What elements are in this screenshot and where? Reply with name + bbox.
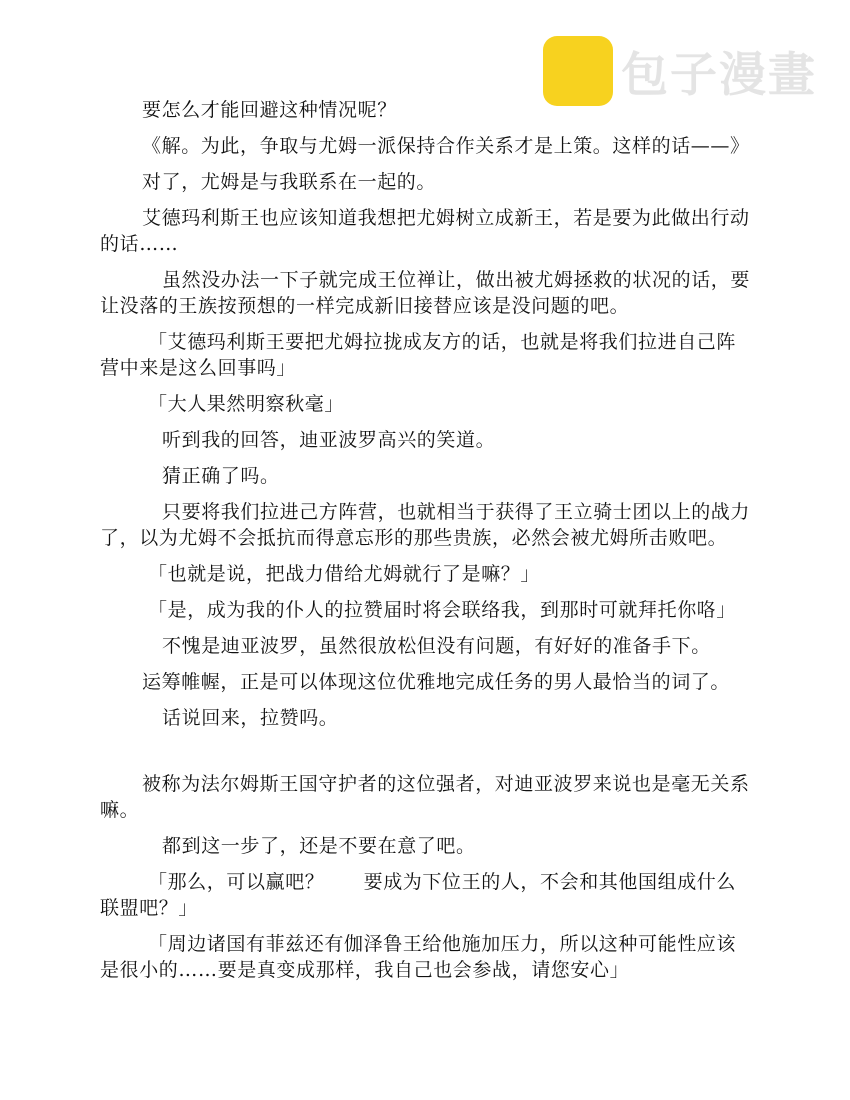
paragraph: 对了，尤姆是与我联系在一起的。 [142,171,437,193]
paragraph: 「大人果然明察秋毫」 [148,393,345,415]
paragraph-gap [100,741,750,771]
paragraph: 被称为法尔姆斯王国守护者的这位强者，对迪亚波罗来说也是毫无关系嘛。 [100,773,750,821]
paragraph: 听到我的回答，迪亚波罗高兴的笑道。 [162,429,496,451]
paragraph: 「那么，可以赢吧？ 要成为下位王的人，不会和其他国组成什么联盟吧？」 [100,871,737,919]
paragraph: 要怎么才能回避这种情况呢？ [142,99,397,121]
watermark-logo [543,36,817,106]
paragraph: 《解。为此，争取与尤姆一派保持合作关系才是上策。这样的话——》 [142,135,750,157]
paragraph: 都到这一步了，还是不要在意了吧。 [162,835,476,857]
paragraph: 话说回来，拉赞吗。 [162,707,339,729]
paragraph: 运筹帷幄，正是可以体现这位优雅地完成任务的男人最恰当的词了。 [142,671,731,693]
paragraph: 不愧是迪亚波罗，虽然很放松但没有问题，有好好的准备手下。 [162,635,711,657]
paragraph: 「周边诸国有菲兹还有伽泽鲁王给他施加压力，所以这种可能性应该是很小的……要是真变成那样，我自己也会参战，请您安心」 [100,933,737,981]
paragraph: 艾德玛利斯王也应该知道我想把尤姆树立成新王，若是要为此做出行动的话…… [100,207,750,255]
watermark-text: 包子漫畫 [621,47,817,103]
paragraph: 猜正确了吗。 [162,465,280,487]
paragraph: 「是，成为我的仆人的拉赞届时将会联络我，到那时可就拜托你咯」 [148,599,737,621]
paragraph: 虽然没办法一下子就完成王位禅让，做出被尤姆拯救的状况的话，要让没落的王族按预想的一样完成新旧接替应该是没问题的吧。 [100,269,751,317]
paragraph: 「艾德玛利斯王要把尤姆拉拢成友方的话，也就是将我们拉进自己阵营中来是这么回事吗」 [100,331,737,379]
document-body [100,97,750,993]
bun-logo-icon [543,36,613,106]
paragraph: 「也就是说，把战力借给尤姆就行了是嘛？」 [148,563,541,585]
paragraph: 只要将我们拉进己方阵营，也就相当于获得了王立骑士团以上的战力了，以为尤姆不会抵抗而得意忘形的那些贵族，必然会被尤姆所击败吧。 [100,501,751,549]
